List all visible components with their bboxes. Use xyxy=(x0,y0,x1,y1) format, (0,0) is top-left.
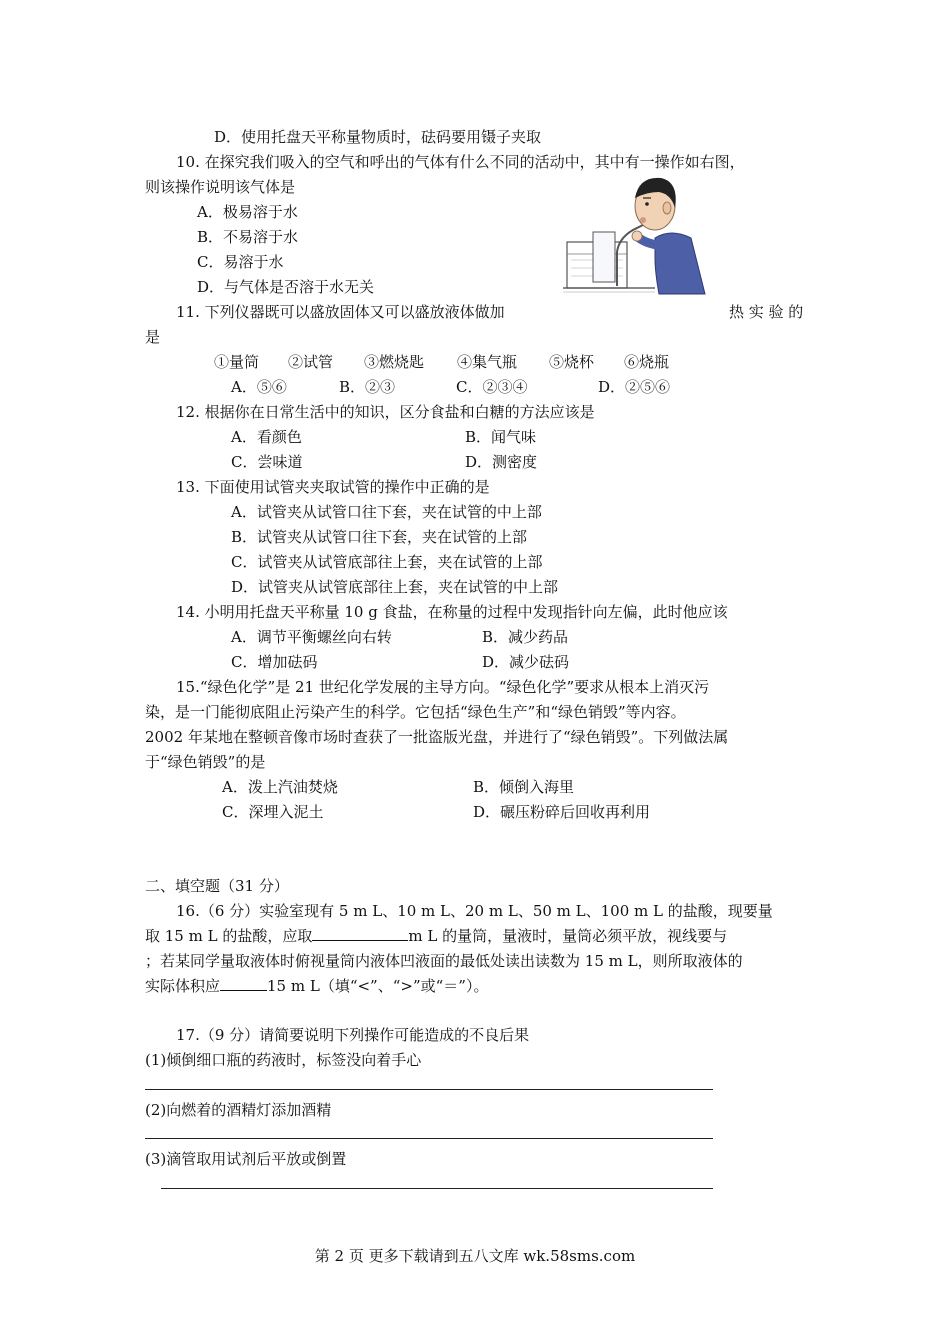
q11-item-2: ②试管 xyxy=(288,353,334,371)
q13-option-b: B．试管夹从试管口往下套，夹在试管的上部 xyxy=(231,528,528,546)
q14-option-b: B．减少药品 xyxy=(482,628,569,646)
q16-line4-part-a: 实际体积应 xyxy=(145,977,221,995)
q17-item-3: (3)滴管取用试剂后平放或倒置 xyxy=(145,1150,347,1168)
q16-line1: 16.（6 分）实验室现有 5 m L、10 m L、20 m L、50 m L、100 m L 的盐酸，现要量 xyxy=(176,902,773,920)
q16-line2 xyxy=(145,926,727,946)
q11-item-4: ④集气瓶 xyxy=(457,353,518,371)
q16-blank-2[interactable] xyxy=(220,976,267,991)
q11-stem-part1: 11. 下列仪器既可以盛放固体又可以盛放液体做加 xyxy=(176,303,505,321)
page-footer: 第 2 页 更多下载请到五八文库 wk.58sms.com xyxy=(314,1247,636,1265)
q16-line4 xyxy=(145,976,488,996)
q11-item-1: ①量筒 xyxy=(214,353,260,371)
q11-stem-part2: 热 实 验 的 xyxy=(729,303,804,321)
q17-item-1: (1)倾倒细口瓶的药液时，标签没向着手心 xyxy=(145,1051,422,1069)
q13-stem: 13. 下面使用试管夹夹取试管的操作中正确的是 xyxy=(176,478,490,496)
q10-option-c: C．易溶于水 xyxy=(197,253,284,271)
q10-stem-line2: 则该操作说明该气体是 xyxy=(145,178,296,196)
q9-option-d: D．使用托盘天平称量物质时，砝码要用镊子夹取 xyxy=(214,128,542,146)
q17-answer-line-2[interactable] xyxy=(145,1138,713,1139)
q15-line1: 15.“绿色化学”是 21 世纪化学发展的主导方向。“绿色化学”要求从根本上消灭污 xyxy=(176,678,710,696)
q15-line3: 2002 年某地在整顿音像市场时查获了一批盗版光盘，并进行了“绿色销毁”。下列做法属 xyxy=(145,728,729,746)
q15-option-d: D．碾压粉碎后回收再利用 xyxy=(473,803,651,821)
q11-item-3: ③燃烧匙 xyxy=(364,353,425,371)
q11-item-5: ⑤烧杯 xyxy=(549,353,595,371)
q13-option-d: D．试管夹从试管底部往上套，夹在试管的中上部 xyxy=(231,578,559,596)
q11-option-c: C．②③④ xyxy=(456,378,528,396)
q17-answer-line-1[interactable] xyxy=(145,1089,713,1090)
q12-option-a: A．看颜色 xyxy=(231,428,302,446)
q16-blank-1[interactable] xyxy=(312,926,408,941)
q10-option-d: D．与气体是否溶于水无关 xyxy=(197,278,375,296)
section2-heading: 二、填空题（31 分） xyxy=(145,877,289,895)
q15-option-b: B．倾倒入海里 xyxy=(473,778,575,796)
q16-line4-part-b: 15 m L（填“<”、“>”或“＝”）。 xyxy=(267,977,489,995)
q12-stem: 12. 根据你在日常生活中的知识，区分食盐和白糖的方法应该是 xyxy=(176,403,595,421)
q15-option-c: C．深埋入泥土 xyxy=(222,803,324,821)
q14-option-d: D．减少砝码 xyxy=(482,653,570,671)
q12-option-b: B．闻气味 xyxy=(465,428,537,446)
q14-stem: 14. 小明用托盘天平称量 10 g 食盐，在称量的过程中发现指针向左偏，此时他应该 xyxy=(176,603,728,621)
q11-option-b: B．②③ xyxy=(339,378,396,396)
q15-option-a: A．泼上汽油焚烧 xyxy=(222,778,338,796)
q17-item-2: (2)向燃着的酒精灯添加酒精 xyxy=(145,1101,332,1119)
q10-stem-line1: 10. 在探究我们吸入的空气和呼出的气体有什么不同的活动中，其中有一操作如右图， xyxy=(176,153,745,171)
q15-line4: 于“绿色销毁”的是 xyxy=(145,753,266,771)
q17-stem: 17.（9 分）请简要说明下列操作可能造成的不良后果 xyxy=(176,1026,530,1044)
q11-stem-line2: 是 xyxy=(145,328,161,346)
q14-option-a: A．调节平衡螺丝向右转 xyxy=(231,628,392,646)
person-blowing-through-tube-illustration xyxy=(563,168,713,300)
q11-item-6: ⑥烧瓶 xyxy=(624,353,670,371)
q13-option-a: A．试管夹从试管口往下套，夹在试管的中上部 xyxy=(231,503,542,521)
q16-line2-part-b: m L 的量筒，量液时，量筒必须平放，视线要与 xyxy=(408,927,728,945)
q10-option-a: A．极易溶于水 xyxy=(197,203,298,221)
q10-option-b: B．不易溶于水 xyxy=(197,228,299,246)
q16-line2-part-a: 取 15 m L 的盐酸，应取 xyxy=(145,927,313,945)
q16-line3: ；若某同学量取液体时俯视量筒内液体凹液面的最低处读出读数为 15 m L，则所取液体的 xyxy=(145,952,743,970)
q15-line2: 染，是一门能彻底阻止污染产生的科学。它包括“绿色生产”和“绿色销毁”等内容。 xyxy=(145,703,686,721)
q11-option-d: D．②⑤⑥ xyxy=(598,378,671,396)
q13-option-c: C．试管夹从试管底部往上套，夹在试管的上部 xyxy=(231,553,543,571)
q12-option-c: C．尝味道 xyxy=(231,453,303,471)
q17-answer-line-3[interactable] xyxy=(161,1188,713,1189)
q14-option-c: C．增加砝码 xyxy=(231,653,318,671)
q12-option-d: D．测密度 xyxy=(465,453,538,471)
q11-option-a: A．⑤⑥ xyxy=(231,378,287,396)
